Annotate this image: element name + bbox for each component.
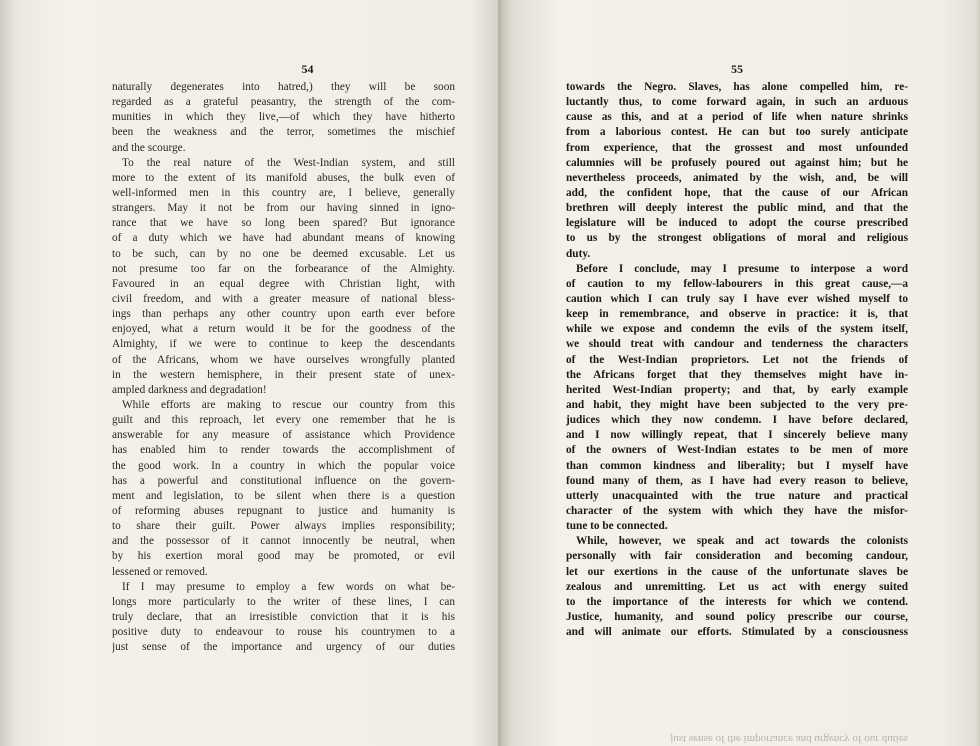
text-line: to the importance of the interests for which we contend. xyxy=(566,595,908,608)
text-line: just sense of the importance and urgency of our duties xyxy=(112,641,455,654)
text-line: let our exertions in the cause of the unfortunate slaves be xyxy=(566,565,908,578)
text-line: Almighty, if we were to continue to keep the descendants xyxy=(112,338,455,351)
text-line: positive duty to endeavour to rouse his countrymen to a xyxy=(112,626,455,639)
text-line: personally with fair consideration and becoming candour, xyxy=(566,550,908,563)
text-line: of the West-Indian proprietors. Let not the friends of xyxy=(566,353,908,366)
text-line: ment and legislation, to be silent when there is a question xyxy=(112,489,455,502)
text-line: of a duty which we have had abundant means of knowing xyxy=(112,232,455,245)
text-line: regarded as a grateful peasantry, the strength of the com- xyxy=(112,96,455,109)
text-line: has a powerful and constitutional influence on the govern- xyxy=(112,474,455,487)
page-number: 54 xyxy=(301,62,314,76)
text-line: rance that we have so long been spared? But ignorance xyxy=(112,217,455,230)
text-line: To the real nature of the West-Indian system, and still xyxy=(122,156,455,169)
text-line: Favoured in an equal degree with Christian light, with xyxy=(112,277,455,290)
text-line: while we expose and condemn the evils of the system itself, xyxy=(566,323,908,336)
text-line: ampled darkness and degradation! xyxy=(112,383,267,396)
text-line: character of the system with which they have the misfor- xyxy=(566,504,908,517)
text-line: and will animate our efforts. Stimulated by a consciousness xyxy=(566,626,908,639)
left-page-text xyxy=(112,80,455,655)
text-line: truly declare, that an irresistible conviction that it is his xyxy=(112,610,455,623)
text-line: found many of them, as I have had every reason to believe, xyxy=(566,474,908,487)
text-line: caution which I can truly say I have ever wished myself to xyxy=(566,292,908,305)
text-line: from a laborious contest. He can but too surely anticipate xyxy=(566,126,908,139)
text-line: has enabled him to render towards the accomplishment of xyxy=(112,444,455,457)
book-gutter xyxy=(498,0,501,746)
text-line: While efforts are making to rescue our country from this xyxy=(122,398,455,411)
text-line: in the western hemisphere, in their present state of unex- xyxy=(112,368,455,381)
text-line: guilt and this reproach, let every one remember that he is xyxy=(112,414,455,427)
text-line: ings than perhaps any other country upon earth ever before xyxy=(112,308,455,321)
text-line: answerable for any measure of assistance which Providence xyxy=(112,429,455,442)
text-line: been the weakness and the terror, sometimes the mischief xyxy=(112,126,455,139)
text-line: to share their guilt. Power always implies responsibility; xyxy=(112,520,455,533)
text-line: calumnies will be profusely poured out against him; but he xyxy=(566,156,908,169)
text-line: luctantly thus, to come forward again, in such an arduous xyxy=(566,96,908,109)
text-line: the Africans forget that they themselves might have in- xyxy=(566,368,908,381)
text-line: of reforming abuses repugnant to justice and humanity is xyxy=(112,504,455,517)
text-line: Before I conclude, may I presume to interpose a word xyxy=(576,262,908,275)
text-line: we should treat with candour and tenderness the characters xyxy=(566,338,908,351)
text-line: the good work. In a country in which the popular voice xyxy=(112,459,455,472)
text-line: well-informed men in this country are, I believe, generally xyxy=(112,186,455,199)
text-line: enjoyed, what a return would it be for the goodness of the xyxy=(112,323,455,336)
text-line: duty. xyxy=(566,247,591,260)
right-page xyxy=(566,62,908,640)
text-line: more to the extent of its manifold abuses, the bulk even of xyxy=(112,171,455,184)
text-line: keep in remembrance, and observe in practice: it is, that xyxy=(566,308,908,321)
text-line: of the Africans, whom we have ourselves wrongfully planted xyxy=(112,353,455,366)
text-line: munities in which they live,—of which they have hitherto xyxy=(112,111,455,124)
text-line: strangers. May it not be from our having sinned in igno- xyxy=(112,202,455,215)
text-line: of caution to my fellow-labourers in this great cause,—a xyxy=(566,277,908,290)
text-line: utterly unacquainted with the true nature and practical xyxy=(566,489,908,502)
text-line: If I may presume to employ a few words on what be- xyxy=(122,580,455,593)
text-line: and habit, they might have been subjected to the very pre- xyxy=(566,398,908,411)
text-line: lessened or removed. xyxy=(112,565,208,578)
left-page xyxy=(112,62,455,655)
text-line: cause as this, and at a period of life when nature shrinks xyxy=(566,111,908,124)
text-line: brethren will deeply interest the public mind, and that the xyxy=(566,202,908,215)
text-line: to be such, can by no one be deemed excusable. Let us xyxy=(112,247,455,260)
text-line: nevertheless proceeds, animated by the wish, and, be will xyxy=(566,171,908,184)
text-line: legislature will be induced to adopt the course prescribed xyxy=(566,217,908,230)
text-line: tune to be connected. xyxy=(566,520,668,533)
text-line: add, the confident hope, that the cause of our African xyxy=(566,186,908,199)
text-line: than common kindness and liberality; but I myself have xyxy=(566,459,908,472)
text-line: not presume too far on the forbearance of the Almighty. xyxy=(112,262,455,275)
bleed-through-text: just sense of the importance and urgency of our duties xyxy=(670,733,908,745)
text-line: longs more particularly to the writer of these lines, I can xyxy=(112,595,455,608)
text-line: by his exertion moral good may be promoted, or evil xyxy=(112,550,455,563)
text-line: naturally degenerates into hatred,) they will be soon xyxy=(112,81,455,93)
text-line: and the possessor of it cannot innocently be neutral, when xyxy=(112,535,455,548)
text-line: towards the Negro. Slaves, has alone compelled him, re- xyxy=(566,81,908,93)
text-line: herited West-Indian property; and that, by early example xyxy=(566,383,908,396)
text-line: Justice, humanity, and sound policy prescribe our course, xyxy=(566,610,908,623)
text-line: civil freedom, and with a greater measure of national bless- xyxy=(112,292,455,305)
text-line: While, however, we speak and act towards the colonists xyxy=(576,535,908,548)
text-line: zealous and unremitting. Let us act with energy suited xyxy=(566,580,908,593)
text-line: and the scourge. xyxy=(112,141,186,154)
text-line: to us by the strongest obligations of moral and religious xyxy=(566,232,908,245)
text-line: judices which they now condemn. I have before declared, xyxy=(566,414,908,427)
text-line: from experience, that the grossest and most unfounded xyxy=(566,141,908,154)
text-line: of the owners of West-Indian estates to be men of more xyxy=(566,444,908,457)
right-page-text xyxy=(566,80,908,640)
text-line: and I now willingly repeat, that I sincerely believe many xyxy=(566,429,908,442)
page-number: 55 xyxy=(731,62,743,76)
